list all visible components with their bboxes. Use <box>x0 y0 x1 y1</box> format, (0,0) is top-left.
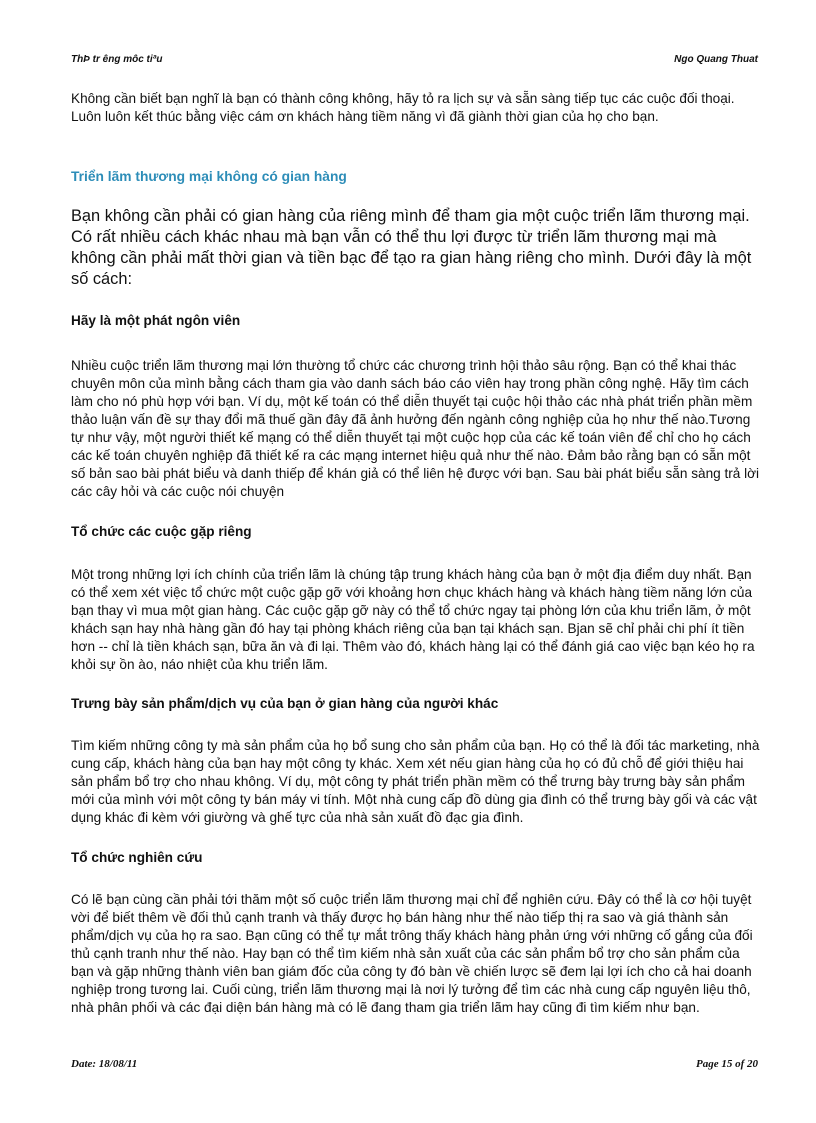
page-header <box>71 54 758 68</box>
speaker-paragraph: Nhiều cuộc triển lãm thương mại lớn thường tổ chức các chương trình hội thảo sâu rộng. Bạn có thể khai thác chuyên môn của mình bằng cách tham gia vào danh sách báo cáo viên hay trong phần công nghệ. Hãy tìm cách làm cho nó phù hợp với bạn. Ví dụ, một kế toán có thể diễn thuyết tại cuộc hội thảo các nhà phát triển phần mềm thảo luận vấn đề sự thay đổi mã thuế gần đây đã ảnh hưởng đến ngành công nghiệp của họ như thế nào.Tương tự như vậy, một người thiết kế mạng có thể diễn thuyết tại một cuộc họp của các kế toán viên để chỉ cho họ cách các kế toán chuyên nghiệp đã thiết kế ra các mạng internet hiệu quả như thế nào. Đảm bảo rằng bạn có sẵn một số bản sao bài phát biểu và danh thiếp để khán giả có thể liên hệ được với bạn. Sau bài phát biểu sẵn sàng trả lời các cây hỏi và các cuộc nói chuyện <box>71 358 760 499</box>
speaker-heading: Hãy là một phát ngôn viên <box>71 313 241 328</box>
intro-paragraph: Không cần biết bạn nghĩ là bạn có thành công không, hãy tỏ ra lịch sự và sẵn sàng tiếp tục các cuộc đối thoại. Luôn luôn kết thúc bằng việc cám ơn khách hàng tiềm năng vì đã giành thời gian của họ cho bạn. <box>71 91 735 124</box>
page-content <box>71 90 761 1017</box>
section-lead: Bạn không cần phải có gian hàng của riêng mình để tham gia một cuộc triển lãm thương mại. Có rất nhiều cách khác nhau mà bạn vẫn có thể thu lợi được từ triển lãm thương mại mà không cần phải mất thời gian và tiền bạc để tạo ra gian hàng riêng cho mình. Dưới đây là một số cách: <box>71 207 752 288</box>
header-title: ThÞ tr êng môc tiªu <box>71 54 163 65</box>
page-footer <box>71 1058 758 1072</box>
header-author: Ngo Quang Thuat <box>674 54 758 65</box>
meetings-paragraph: Một trong những lợi ích chính của triển lãm là chúng tập trung khách hàng của bạn ở một địa điểm duy nhất. Bạn có thể xem xét việc tổ chức một cuộc gặp gỡ với khoảng hơn chục khách hàng và khách hàng tiềm năng lớn của bạn thay vì mua một gian hàng. Các cuộc gặp gỡ này có thể tổ chức ngay tại phòng lớn của khu triển lãm, ở một khách sạn hay nhà hàng gần đó hay tại phòng khách riêng của bạn tại khách sạn. Bjan sẽ chỉ phải chi phí ít tiền hơn -- chỉ là tiền khách sạn, bữa ăn và đi lại. Thêm vào đó, khách hàng lại có thể đánh giá cao việc bạn kéo họ ra khỏi sự ồn ào, náo nhiệt của khu triển lãm. <box>71 567 755 672</box>
footer-page-number: Page 15 of 20 <box>695 1058 758 1070</box>
display-heading: Trưng bày sản phẩm/dịch vụ của bạn ở gian hàng của người khác <box>71 696 499 711</box>
research-paragraph: Có lẽ bạn cùng cần phải tới thăm một số cuộc triển lãm thương mại chỉ để nghiên cứu. Đây có thể là cơ hội tuyệt vời để biết thêm về đối thủ cạnh tranh và thấy được họ bán hàng như thế nào tiếp thị ra sao và giá thành sản phẩm/dịch vụ của họ ra sao. Bạn cũng có thể tự mắt trông thấy khách hàng phản ứng với những cố gắng của đối thủ cạnh tranh như thế nào. Hay bạn có thể tìm kiếm nhà sản xuất của các sản phẩm bổ trợ cho sản phẩm của bạn và gặp những thành viên ban giám đốc của công ty đó bàn về chiến lược sẽ đem lại lợi ích cho cả hai doanh nghiệp trong tương lai. Cuối cùng, triển lãm thương mại là nơi lý tưởng để tìm các nhà cung cấp nguyên liệu thô, nhà phân phối và các đại diện bán hàng mà có lẽ đang tham gia triển lãm hay cũng đi tìm kiếm như bạn. <box>71 892 753 1015</box>
display-paragraph: Tìm kiếm những công ty mà sản phẩm của họ bổ sung cho sản phẩm của bạn. Họ có thể là đối tác marketing, nhà cung cấp, khách hàng của bạn hay một công ty khác. Xem xét nếu gian hàng của họ có đủ chỗ để giới thiệu hai sản phẩm bổ trợ cho nhau không. Ví dụ, một công ty phát triển phần mềm có thể trưng bày trưng bày sản phẩm mới của mình với một công ty bán máy vi tính. Một nhà cung cấp đồ dùng gia đình có thể trưng bày gối và các vật dụng khác đi kèm với giường và ghế tực của nhà sản xuất đồ đạc gia đình. <box>71 738 760 825</box>
section-title: Triển lãm thương mại không có gian hàng <box>71 169 347 184</box>
footer-date: Date: 18/08/11 <box>71 1058 138 1070</box>
meetings-heading: Tổ chức các cuộc gặp riêng <box>71 524 252 539</box>
research-heading: Tổ chức nghiên cứu <box>71 850 203 865</box>
